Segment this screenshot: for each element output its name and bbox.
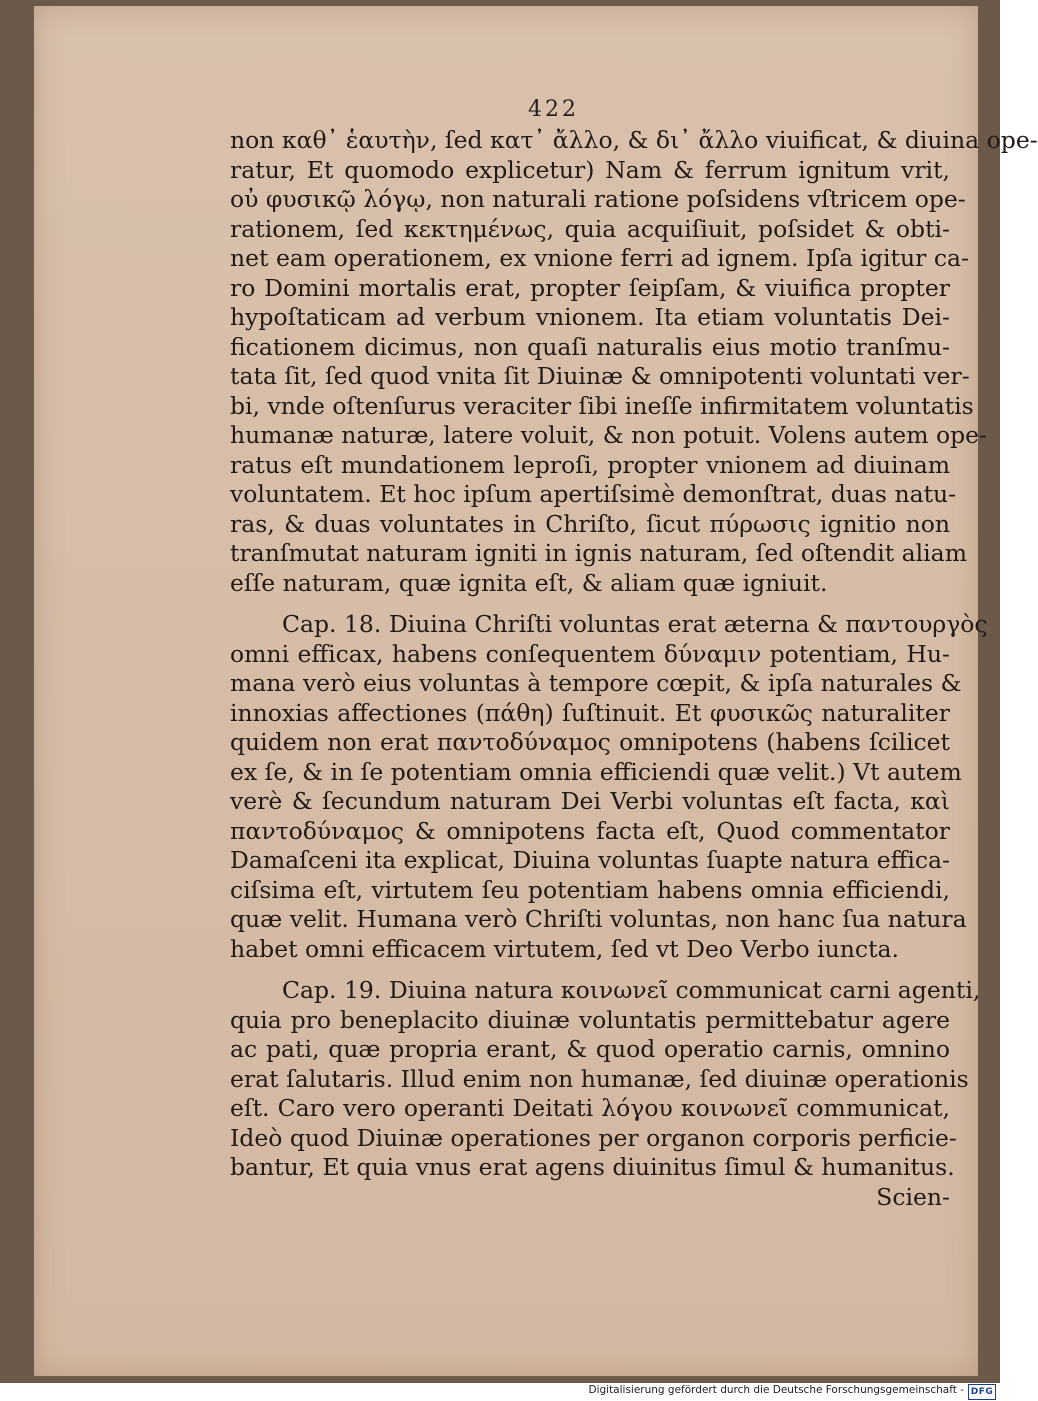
text-line: bantur, Et quia vnus erat agens diuinitus ſimul & humanitus. — [230, 1153, 955, 1181]
text-line: mana verò eius voluntas à tempore cœpit, & ipſa naturales & — [230, 669, 962, 697]
text-line: ciſsima eſt, virtutem ſeu potentiam habens omnia efficiendi, — [230, 875, 950, 904]
funding-credit: Digitalisierung gefördert durch die Deutsche Forschungsgemeinschaft - — [588, 1384, 964, 1396]
text-line: non καθ᾽ ἑαυτὴν, ſed κατ᾽ ἄλλο, & δι᾽ ἄλλο viuificat, & diuina ope- — [230, 126, 1038, 154]
paragraph-cap-18 — [230, 610, 988, 964]
text-line: οὐ φυσικῷ λόγῳ, non naturali ratione poſsidens vſtricem ope- — [230, 185, 966, 213]
page-number: 422 — [528, 97, 579, 122]
text-line: ro Domini mortalis erat, propter ſeipſam, & viuifica propter — [230, 273, 950, 302]
text-line: Cap. 18. Diuina Chriſti voluntas erat æterna & παντουργὸς — [282, 610, 988, 638]
text-line: habet omni efficacem virtutem, ſed vt Deo Verbo iuncta. — [230, 934, 900, 963]
dfg-logo: DFG — [968, 1384, 996, 1400]
catchword: Scien- — [876, 1182, 950, 1211]
text-line: ex ſe, & in ſe potentiam omnia efficiendi quæ velit.) Vt autem — [230, 757, 962, 786]
text-line: tata ſit, ſed quod vnita ſit Diuinæ & omnipotenti voluntati ver- — [230, 362, 970, 390]
text-line: hypoſtaticam ad verbum vnionem. Ita etiam voluntatis Dei- — [230, 303, 950, 331]
text-line: omni efficax, habens conſequentem δύναμιν potentiam, Hu- — [230, 639, 950, 668]
text-line: eſt. Caro vero operanti Deitati λόγου κοινωνεῖ communicat, — [230, 1094, 950, 1122]
text-line: rationem, ſed κεκτημένως, quia acquiſiuit, poſsidet & obti- — [230, 214, 950, 243]
text-line: humanæ naturæ, latere voluit, & non potuit. Volens autem ope- — [230, 421, 987, 449]
text-line: voluntatem. Et hoc ipſum apertiſsimè demonſtrat, duas natu- — [230, 480, 957, 508]
text-line: tranſmutat naturam igniti in ignis naturam, ſed oſtendit aliam — [230, 539, 967, 567]
text-line: Cap. 19. Diuina natura κοινωνεῖ communicat carni agenti, — [282, 976, 981, 1004]
text-line: verè & ſecundum naturam Dei Verbi voluntas eſt facta, καὶ — [230, 787, 950, 815]
paragraph-1 — [230, 126, 1038, 598]
text-line: quæ velit. Humana verò Chriſti voluntas, non hanc ſua natura — [230, 905, 967, 933]
text-line: erat ſalutaris. Illud enim non humanæ, ſed diuinæ operationis — [230, 1064, 969, 1093]
text-line: innoxias affectiones (πάθη) ſuſtinuit. Et φυσικῶς naturaliter — [230, 698, 950, 727]
page-body-text — [230, 126, 1038, 1224]
text-line: ratus eſt mundationem leproſi, propter vnionem ad diuinam — [230, 450, 950, 479]
text-line: ficationem dicimus, non quaſi naturalis eius motio tranſmu- — [230, 332, 950, 361]
text-line: ratur, Et quomodo explicetur) Nam & ferrum ignitum vrit, — [230, 155, 950, 184]
text-line: ac pati, quæ propria erant, & quod operatio carnis, omnino — [230, 1035, 950, 1063]
text-line: ras, & duas voluntates in Chriſto, ſicut πύρωσις ignitio non — [230, 509, 950, 538]
text-line: Ideò quod Diuinæ operationes per organon corporis perficie- — [230, 1123, 957, 1152]
text-line: eſſe naturam, quæ ignita eſt, & aliam quæ igniuit. — [230, 568, 828, 597]
text-line: Damaſceni ita explicat, Diuina voluntas ſuapte natura effica- — [230, 846, 950, 874]
text-line: bi, vnde oſtenſurus veraciter ſibi ineſſe infirmitatem voluntatis — [230, 391, 974, 420]
paragraph-cap-19 — [230, 976, 981, 1212]
text-line: quia pro beneplacito diuinæ voluntatis permittebatur agere — [230, 1005, 950, 1034]
text-line: παντοδύναμος & omnipotens facta eſt, Quod commentator — [230, 816, 950, 845]
digitization-footer — [0, 1383, 1000, 1401]
text-line: quidem non erat παντοδύναμος omnipotens (habens ſcilicet — [230, 728, 950, 756]
text-line: net eam operationem, ex vnione ferri ad ignem. Ipſa igitur ca- — [230, 244, 969, 272]
